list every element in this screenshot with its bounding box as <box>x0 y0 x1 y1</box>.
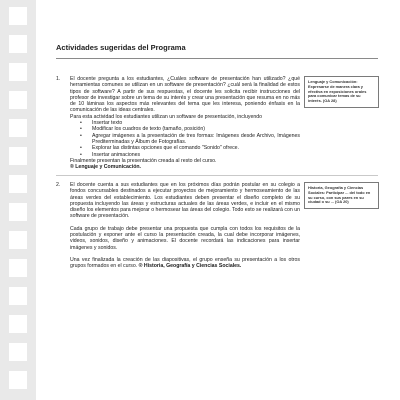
strip-block <box>9 259 27 277</box>
strip-block <box>9 119 27 137</box>
subject-tag: ® Historia, Geografía y Ciencias Sociales. <box>138 263 242 270</box>
activity-body <box>70 182 300 270</box>
activity-items-list <box>70 120 300 158</box>
sidebar-note-2: Historia, Geografía y Ciencias Sociales: Participar ... del todo en su curso, con sus pares en su ciudad o su ... (OA 20) <box>304 182 379 209</box>
strip-block <box>9 231 27 249</box>
list-item: • Modificar los cuadros de texto (tamaño, posición) <box>70 126 300 132</box>
activity-divider <box>56 175 378 176</box>
strip-block <box>9 63 27 81</box>
strip-block <box>9 147 27 165</box>
activity-number: 2. <box>56 182 61 188</box>
strip-block <box>9 287 27 305</box>
list-item: • Agregar imágenes a la presentación de tres formas: Imágenes desde Archivo, Imágenes Prediterminadas y Álbum de Fotografías. <box>70 133 300 146</box>
decorative-side-strip <box>0 0 36 400</box>
page-title: Actividades sugeridas del Programa <box>56 43 186 52</box>
list-item: • Insertar animaciones <box>70 152 300 158</box>
activity-paragraph <box>70 257 300 270</box>
strip-block <box>9 371 27 389</box>
activity-paragraph-text: Una vez finalizada la creación de las diapositivas, el grupo enseña su presentación a los otros grupos formados en el curso. <box>70 256 300 270</box>
strip-block <box>9 203 27 221</box>
strip-block <box>9 7 27 25</box>
strip-block <box>9 35 27 53</box>
strip-block <box>9 343 27 361</box>
activity-closing: Finalmente presentan la presentación creada al resto del curso. <box>70 157 217 164</box>
strip-block <box>9 175 27 193</box>
activity-intro: El docente pregunta a los estudiantes, ¿Cuáles software de presentación han utilizado? ¿qué herramientas comunes se utilizan en un software de presentación? ¿cuál será la finalidad de estos tipos de software? A partir de sus respuestas, el docente les solicita recibir instrucciones del profesor de investigar sobre un tema de su interés y crear una presentación que resuma en no más de 10 láminas los aspectos más relevantes del tema que les interesa, poniendo énfasis en la comunicación de las ideas centrales. <box>70 76 300 114</box>
activity-body <box>70 76 300 170</box>
title-divider <box>56 58 378 59</box>
activity-number: 1. <box>56 76 61 82</box>
activity-list-intro: Para esta actividad los estudiantes utilizan un software de presentación, incluyendo <box>70 113 263 120</box>
activity-paragraph: Cada grupo de trabajo debe presentar una propuesta que cumpla con todos los requisitos de la postulación y exponer ante el curso la presentación creada, la cual debe incorporar imágenes, videos, sonidos, diseño y animaciones. El docente recordará las indicaciones para insertar imágenes y sonidos. <box>70 225 300 251</box>
subject-tag: ® Lenguaje y Comunicación. <box>70 164 141 171</box>
sidebar-note-1: Lenguaje y Comunicación: Expresarse de manera clara y efectiva en exposiciones orales para comunicar temas de su interés. (OA 28) <box>304 76 379 108</box>
list-item: • Explorar las distintas opciones que el comando "Sonido" ofrece. <box>70 145 300 151</box>
activity-paragraph: El docente cuenta a sus estudiantes que en los próximos días podrán postular en su colegio a fondos concursables destinados a ejecutar proyectos de mejoramiento y hermoseamiento de las áreas verdes del establecimiento. Los estudiantes deben presentar el diseño completo de su propuesta incluyendo las áreas y estructuras actuales de las áreas verdes, e incluir en el mismo diseño los elementos para mejorar o hermosear las áreas del colegio. Todo esto se realizará con un software de presentación. <box>70 182 300 220</box>
list-item: • Insertar texto <box>70 120 300 126</box>
strip-block <box>9 315 27 333</box>
strip-block <box>9 91 27 109</box>
